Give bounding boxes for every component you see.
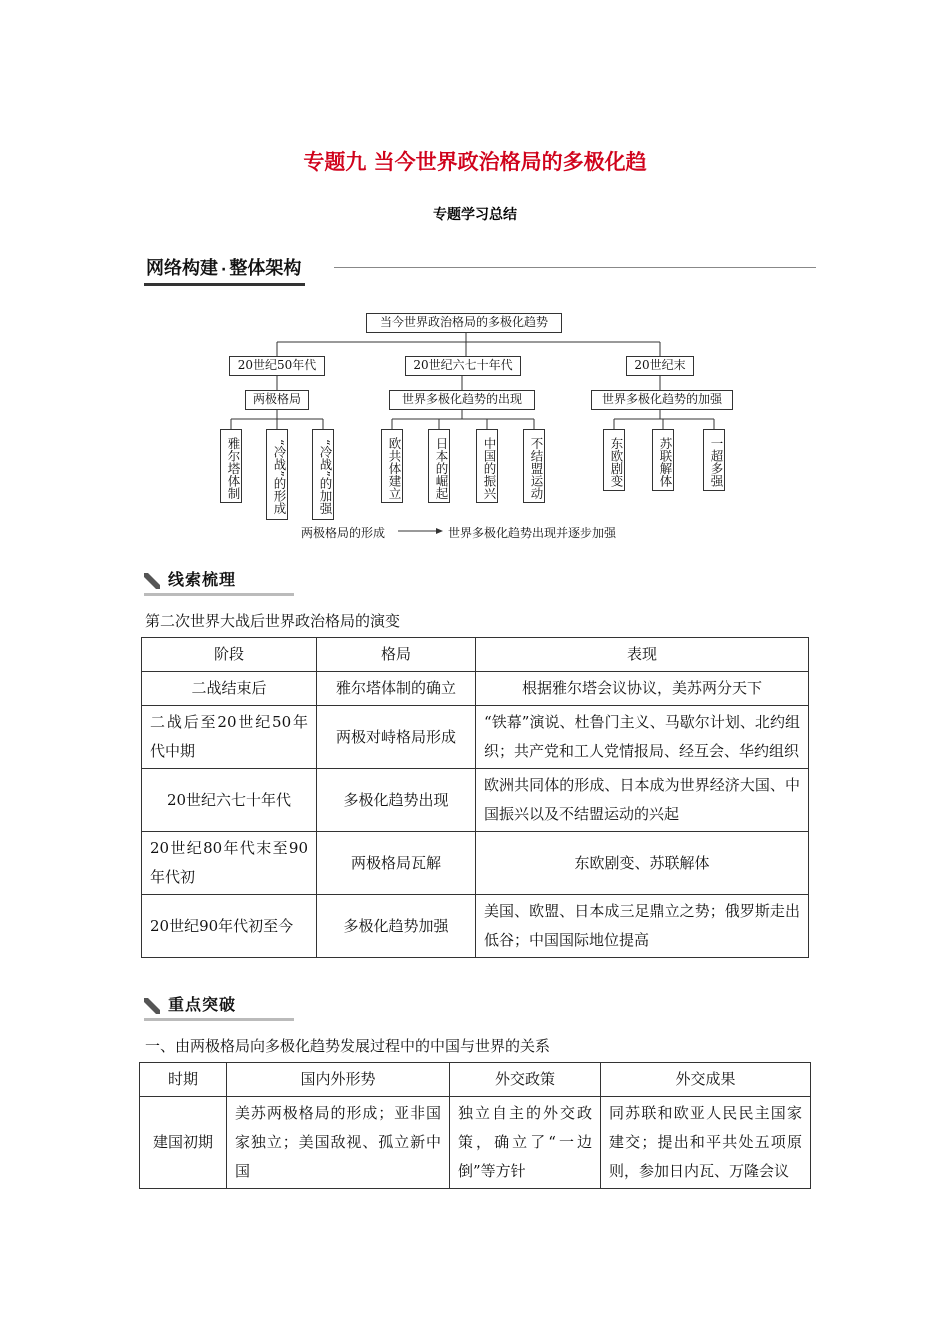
table-cell: 建国初期 <box>140 1097 227 1189</box>
diagram-flow-right: 世界多极化趋势出现并逐步加强 <box>448 526 617 540</box>
slash-mark-icon <box>144 998 160 1014</box>
table-header-row <box>142 638 809 672</box>
diagram-item-node: 一超多强 <box>703 429 725 491</box>
table-header-row <box>140 1063 811 1097</box>
section-header-rule <box>334 267 816 268</box>
section-header-right: 整体架构 <box>229 258 302 279</box>
focus-intro: 一、由两极格局向多极化趋势发展过程中的中国与世界的关系 <box>145 1037 551 1055</box>
subsection-rule <box>144 1018 294 1021</box>
diagram-era-node: 20世纪50年代 <box>229 356 325 376</box>
table-cell: 二战后至20世纪50年代中期 <box>142 706 317 769</box>
table-cell: 欧洲共同体的形成、日本成为世界经济大国、中国振兴以及不结盟运动的兴起 <box>476 769 809 832</box>
subsection-title: 线索梳理 <box>168 570 237 589</box>
table-cell: 两极对峙格局形成 <box>317 706 476 769</box>
table-header-cell: 表现 <box>476 638 809 672</box>
table-cell: 美苏两极格局的形成；亚非国家独立；美国敌视、孤立新中国 <box>227 1097 450 1189</box>
diagram-item-node: “冷战”的加强 <box>312 429 334 520</box>
table-row <box>142 895 809 958</box>
subsection-title: 重点突破 <box>168 995 237 1014</box>
diagram-flow-left: 两极格局的形成 <box>301 526 386 540</box>
table-cell: 东欧剧变、苏联解体 <box>476 832 809 895</box>
diagram-stage-node: 世界多极化趋势的加强 <box>591 390 733 410</box>
table-row <box>140 1097 811 1189</box>
table-cell: 多极化趋势加强 <box>317 895 476 958</box>
section-header-left: 网络构建 <box>146 258 218 279</box>
diagram-item-node: 苏联解体 <box>652 429 674 491</box>
table-row <box>142 769 809 832</box>
table-row <box>142 672 809 706</box>
section-header-label <box>144 255 305 286</box>
table-cell: “铁幕”演说、杜鲁门主义、马歇尔计划、北约组织；共产党和工人党情报局、经互会、华约组织 <box>476 706 809 769</box>
table-cell: 20世纪80年代末至90年代初 <box>142 832 317 895</box>
table-header-cell: 外交政策 <box>450 1063 601 1097</box>
diagram-item-node: 欧共体建立 <box>381 429 403 503</box>
evolution-table <box>141 637 809 958</box>
diagram-item-node: 不结盟运动 <box>523 429 545 503</box>
table-header-cell: 国内外形势 <box>227 1063 450 1097</box>
subsection-rule <box>144 593 294 596</box>
table-cell: 二战结束后 <box>142 672 317 706</box>
diagram-stage-node: 两极格局 <box>245 390 309 410</box>
relations-table <box>139 1062 811 1189</box>
diagram-root-node: 当今世界政治格局的多极化趋势 <box>366 313 562 333</box>
section-header-dot: · <box>221 262 227 278</box>
table-cell: 雅尔塔体制的确立 <box>317 672 476 706</box>
page-title: 专题九 当今世界政治格局的多极化趋 <box>303 150 647 174</box>
diagram-era-node: 20世纪末 <box>626 356 694 376</box>
table-header-cell: 格局 <box>317 638 476 672</box>
diagram-item-node: 雅尔塔体制 <box>220 429 242 503</box>
table-cell: 美国、欧盟、日本成三足鼎立之势；俄罗斯走出低谷；中国国际地位提高 <box>476 895 809 958</box>
table-cell: 20世纪90年代初至今 <box>142 895 317 958</box>
table-cell: 同苏联和欧亚人民民主国家建交；提出和平共处五项原则，参加日内瓦、万隆会议 <box>601 1097 811 1189</box>
diagram-stage-node: 世界多极化趋势的出现 <box>389 390 535 410</box>
diagram-item-node: 东欧剧变 <box>603 429 625 491</box>
diagram-item-node: 日本的崛起 <box>428 429 450 503</box>
table-row <box>142 832 809 895</box>
subsection-header-clue <box>144 569 294 595</box>
slash-mark-icon <box>144 573 160 589</box>
page-subtitle: 专题学习总结 <box>433 207 517 223</box>
subsection-header-focus <box>144 994 294 1020</box>
table-header-cell: 外交成果 <box>601 1063 811 1097</box>
table-cell: 两极格局瓦解 <box>317 832 476 895</box>
table-cell: 根据雅尔塔会议协议，美苏两分天下 <box>476 672 809 706</box>
table-cell: 20世纪六七十年代 <box>142 769 317 832</box>
diagram-item-node: 中国的振兴 <box>476 429 498 503</box>
table-row <box>142 706 809 769</box>
table-cell: 多极化趋势出现 <box>317 769 476 832</box>
table-cell: 独立自主的外交政策，确立了“一边倒”等方针 <box>450 1097 601 1189</box>
diagram-era-node: 20世纪六七十年代 <box>405 356 521 376</box>
table-header-cell: 时期 <box>140 1063 227 1097</box>
clue-intro: 第二次世界大战后世界政治格局的演变 <box>145 612 401 630</box>
table-header-cell: 阶段 <box>142 638 317 672</box>
diagram-item-node: “冷战”的形成 <box>266 429 288 520</box>
section-header-network <box>144 255 816 285</box>
